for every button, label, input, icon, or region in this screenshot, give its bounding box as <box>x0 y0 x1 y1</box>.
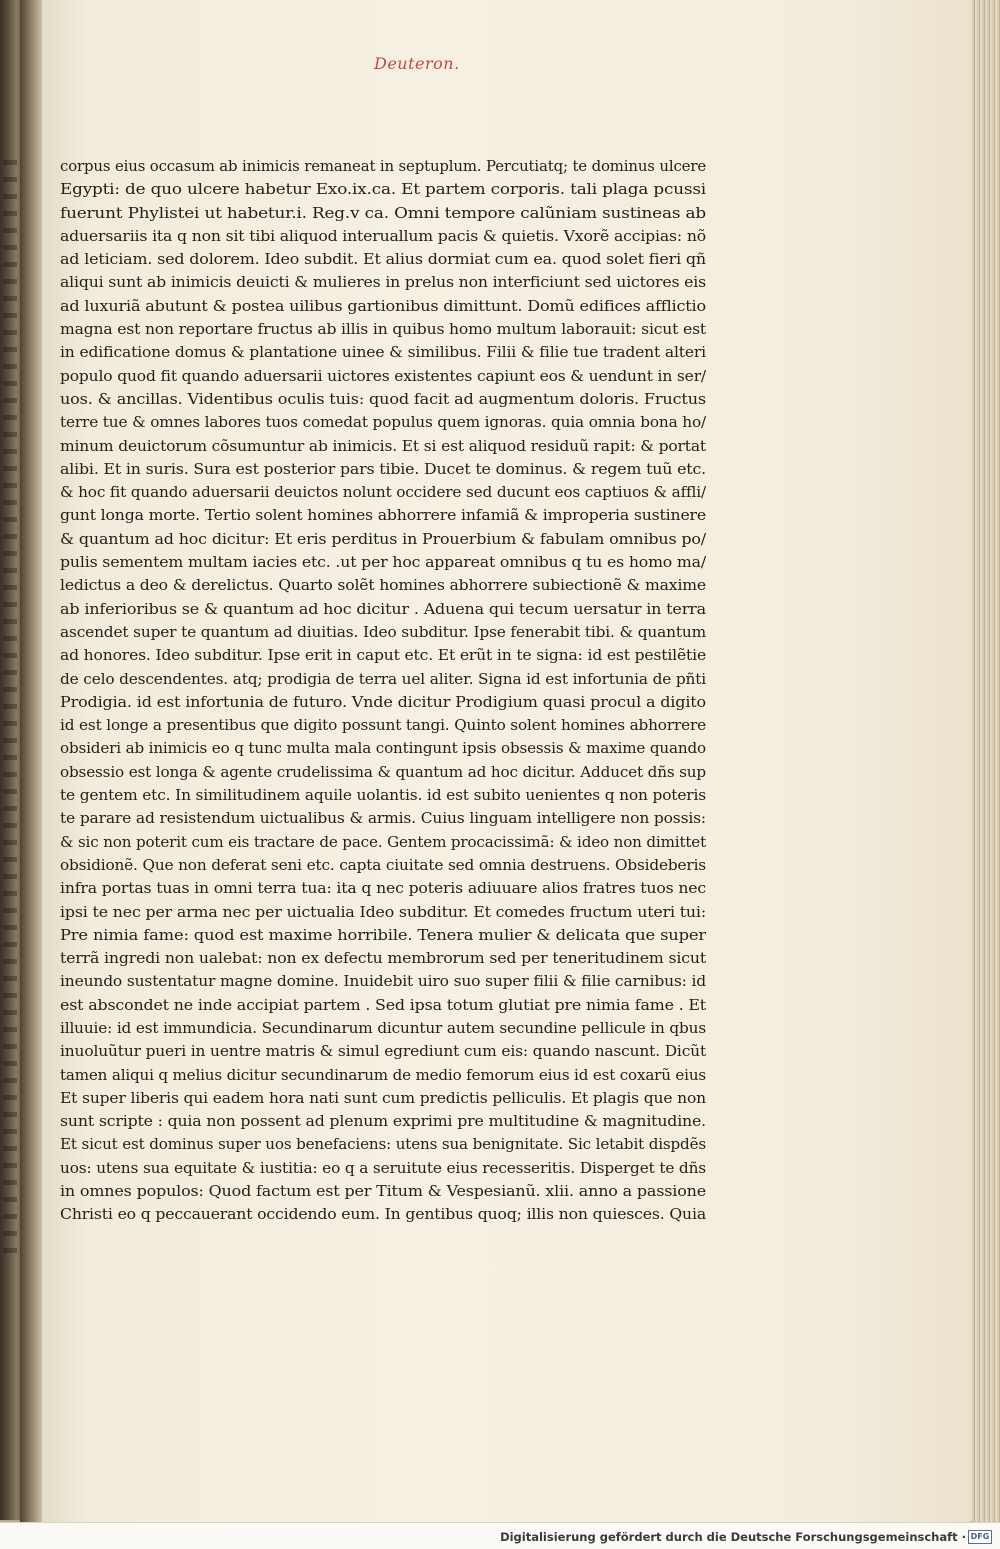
text-line: ad honores. Ideo subditur. Ipse erit in caput etc. Et erũt in te signa: id est pestilẽtie <box>60 646 706 665</box>
text-line: Egypti: de quo ulcere habetur Exo.ix.ca. Et partem corporis. tali plaga pcussi <box>60 180 706 199</box>
text-line: ledictus a deo & derelictus. Quarto solẽt homines abhorrere subiectionẽ & maxime <box>60 576 706 595</box>
text-line: in omnes populos: Quod factum est per Titum & Vespesianũ. xlii. anno a passione <box>60 1182 706 1201</box>
text-line: corpus eius occasum ab inimicis remaneat in septuplum. Percutiatq; te dominus ulcere <box>60 157 706 175</box>
text-line: ab inferioribus se & quantum ad hoc dicitur . Aduena qui tecum uersatur in terra <box>60 599 706 618</box>
text-line: ad leticiam. sed dolorem. Ideo subdit. Et alius dormiat cum ea. quod solet fieri qñ <box>60 250 706 269</box>
text-line: est abscondet ne inde accipiat partem . Sed ipsa totum glutiat pre nimia fame . Et <box>60 995 706 1014</box>
text-line: ipsi te nec per arma nec per uictualia Ideo subditur. Et comedes fructum uteri tui: <box>60 902 706 921</box>
text-line: ineundo sustentatur magne domine. Inuidebit uiro suo super filii & filie carnibus: id <box>60 972 706 991</box>
text-line: Prodigia. id est infortunia de futuro. Vnde dicitur Prodigium quasi procul a digito <box>60 692 706 711</box>
text-line: aliqui sunt ab inimicis deuicti & mulieres in prelus non interficiunt sed uictores eis <box>60 273 706 292</box>
text-line: illuuie: id est immundicia. Secundinarum dicuntur autem secundine pellicule in qbus <box>60 1018 706 1037</box>
text-line: obsideri ab inimicis eo q tunc multa mala contingunt ipsis obsessis & maxime quando <box>60 739 706 758</box>
running-head: Deuteron. <box>374 54 460 73</box>
dfg-logo: DFG <box>968 1530 992 1544</box>
text-line: sunt scripte : quia non possent ad plenum exprimi pre multitudine & magnitudine. <box>60 1112 706 1131</box>
text-line: ascendet super te quantum ad diuitias. Ideo subditur. Ipse fenerabit tibi. & quantum <box>60 622 706 641</box>
text-line: Et super liberis qui eadem hora nati sunt cum predictis pelliculis. Et plagis que non <box>60 1088 706 1107</box>
text-line: Christi eo q peccauerant occidendo eum. In gentibus quoq; illis non quiesces. Quia <box>60 1205 706 1224</box>
text-line: magna est non reportare fructus ab illis in quibus homo multum laborauit: sicut est <box>60 320 706 339</box>
text-line: & hoc fit quando aduersarii deuictos nolunt occidere sed ducunt eos captiuos & affli/ <box>60 483 706 502</box>
text-line: terre tue & omnes labores tuos comedat populus quem ignoras. quia omnia bona ho/ <box>60 413 706 432</box>
text-line: inuoluũtur pueri in uentre matris & simul egrediunt cum eis: quando nascunt. Dicũt <box>60 1042 706 1061</box>
text-block <box>60 155 706 1227</box>
text-line: tamen aliqui q melius dicitur secundinarum de medio femorum eius id est coxarũ eius <box>60 1065 706 1084</box>
text-line: obsidionẽ. Que non deferat seni etc. capta ciuitate sed omnia destruens. Obsideberis <box>60 855 706 874</box>
text-line: terrã ingredi non ualebat: non ex defectu membrorum sed per teneritudinem sicut <box>60 949 706 968</box>
text-line: & sic non poterit cum eis tractare de pace. Gentem procacissimã: & ideo non dimittet <box>60 832 706 851</box>
text-line: aduersariis ita q non sit tibi aliquod interuallum pacis & quietis. Vxorẽ accipias: nõ <box>60 226 706 245</box>
text-line: infra portas tuas in omni terra tua: ita q nec poteris adiuuare alios fratres tuos nec <box>60 879 706 898</box>
text-line: gunt longa morte. Tertio solent homines abhorrere infamiã & improperia sustinere <box>60 506 706 525</box>
text-line: fuerunt Phylistei ut habetur.i. Reg.v ca. Omni tempore calũniam sustineas ab <box>60 203 706 222</box>
text-line: & quantum ad hoc dicitur: Et eris perditus in Prouerbium & fabulam omnibus po/ <box>60 529 706 548</box>
text-line: obsessio est longa & agente crudelissima & quantum ad hoc dicitur. Adducet dñs sup <box>60 762 706 781</box>
text-line: uos. & ancillas. Videntibus oculis tuis: quod facit ad augmentum doloris. Fructus <box>60 389 706 408</box>
digitization-credit: Digitalisierung gefördert durch die Deutsche Forschungsgemeinschaft · <box>500 1530 966 1544</box>
text-line: id est longe a presentibus que digito possunt tangi. Quinto solent homines abhorrere <box>60 716 706 735</box>
text-line: te gentem etc. In similitudinem aquile uolantis. id est subito uenientes q non poteris <box>60 786 706 805</box>
page-stack-edge <box>972 0 1000 1522</box>
text-line: te parare ad resistendum uictualibus & armis. Cuius linguam intelligere non possis: <box>60 809 706 828</box>
text-line: ad luxuriã abutunt & postea uilibus gartionibus dimittunt. Domũ edifices afflictio <box>60 296 706 315</box>
text-line: Et sicut est dominus super uos benefaciens: utens sua benignitate. Sic letabit dispdẽs <box>60 1135 706 1154</box>
previous-page-text-fragment <box>3 160 17 1260</box>
text-line: de celo descendentes. atq; prodigia de terra uel aliter. Signa id est infortunia de pñti <box>60 669 706 688</box>
text-line: in edificatione domus & plantatione uinee & similibus. Filii & filie tue tradent alteri <box>60 343 706 362</box>
previous-page-edge <box>0 0 22 1520</box>
text-line: populo quod fit quando aduersarii uictores existentes capiunt eos & uendunt in ser/ <box>60 366 706 385</box>
text-line: Pre nimia fame: quod est maxime horribile. Tenera mulier & delicata que super <box>60 925 706 944</box>
text-line: pulis sementem multam iacies etc. .ut per hoc appareat omnibus q tu es homo ma/ <box>60 553 706 572</box>
text-line: uos: utens sua equitate & iustitia: eo q a seruitute eius recesseritis. Disperget te dñs <box>60 1158 706 1177</box>
text-line: alibi. Et in suris. Sura est posterior pars tibie. Ducet te dominus. & regem tuũ etc. <box>60 459 706 478</box>
text-line: minum deuictorum cõsumuntur ab inimicis. Et si est aliquod residuũ rapit: & portat <box>60 436 706 455</box>
